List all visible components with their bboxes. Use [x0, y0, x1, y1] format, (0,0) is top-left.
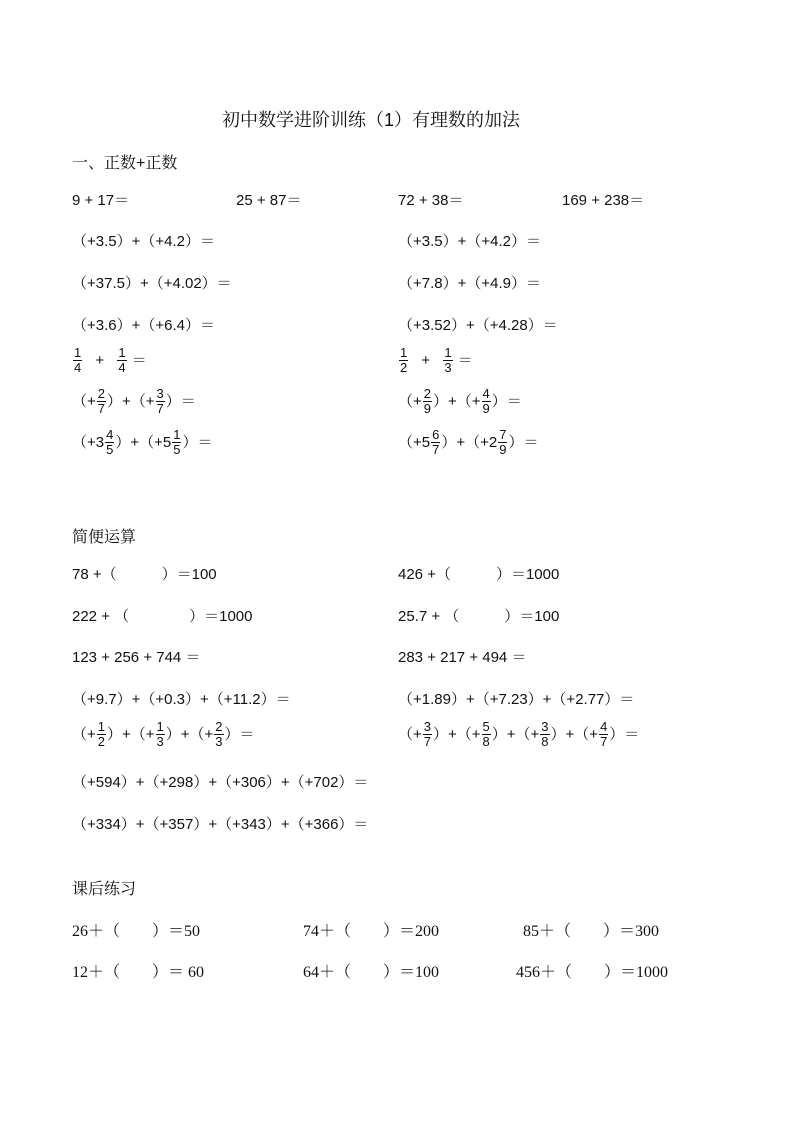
numerator: 1 [74, 345, 82, 360]
problem: 123 + 256 + 744 ＝ [72, 649, 201, 666]
fraction [97, 387, 106, 416]
numerator: 4 [600, 719, 608, 734]
problem: 12＋（ ）＝ 60 [72, 964, 205, 981]
equals-sign: ＝ [131, 351, 147, 369]
text: ）+（+ [165, 725, 214, 743]
problem: （+3.6）+（+6.4）＝ [72, 317, 215, 334]
denominator: 4 [74, 360, 82, 375]
numerator: 4 [106, 427, 114, 442]
text: ）+（+ [433, 392, 481, 410]
problem: （+594）+（+298）+（+306）+（+702）＝ [72, 774, 369, 791]
denominator: 8 [541, 734, 549, 749]
problem: 169 + 238＝ [562, 192, 645, 209]
problem: （+37.5）+（+4.02）＝ [72, 275, 232, 292]
text: ）＝ [508, 433, 539, 451]
text: ）+（+ [491, 725, 540, 743]
fraction [214, 720, 223, 749]
fraction [540, 720, 549, 749]
numerator: 3 [541, 719, 549, 734]
fraction [172, 428, 181, 457]
text: ）+（+ [107, 725, 155, 743]
text: ）＝ [165, 392, 196, 410]
fraction [105, 428, 114, 457]
text: ）＝ [609, 725, 640, 743]
numerator: 1 [444, 345, 452, 360]
denominator: 8 [482, 734, 490, 749]
numerator: 5 [482, 719, 490, 734]
numerator: 1 [400, 345, 408, 360]
problem: （+3.52）+（+4.28）＝ [398, 317, 558, 334]
fraction-problem [398, 346, 473, 375]
denominator: 7 [97, 401, 105, 416]
problem: （+3.5）+（+4.2）＝ [72, 233, 215, 250]
fraction-problem [72, 346, 147, 375]
fraction-problem [72, 387, 196, 416]
fraction-problem [398, 387, 522, 416]
numerator: 4 [482, 386, 490, 401]
problem: 9 + 17＝ [72, 192, 130, 209]
text: ）+（+2 [441, 433, 498, 451]
numerator: 2 [423, 386, 431, 401]
fraction [498, 428, 507, 457]
text: ）+（+5 [115, 433, 172, 451]
plus-sign: + [421, 351, 431, 369]
problem: 78 +（ ）＝100 [72, 566, 217, 583]
problem: 222 + （ ）＝1000 [72, 608, 253, 625]
numerator: 2 [97, 386, 105, 401]
problem: 25.7 + （ ）＝100 [398, 608, 560, 625]
text: （+ [72, 392, 96, 410]
denominator: 2 [400, 360, 408, 375]
problem: （+1.89）+（+7.23）+（+2.77）＝ [398, 691, 635, 708]
fraction-problem [398, 720, 639, 749]
problem: （+3.5）+（+4.2）＝ [398, 233, 541, 250]
problem: （+334）+（+357）+（+343）+（+366）＝ [72, 816, 369, 833]
denominator: 2 [97, 734, 105, 749]
text: （+3 [72, 433, 105, 451]
text: ）+（+ [107, 392, 155, 410]
text: （+ [398, 392, 422, 410]
numerator: 1 [118, 345, 126, 360]
numerator: 6 [432, 427, 440, 442]
problem: 426 +（ ）＝1000 [398, 566, 560, 583]
problem: （+7.8）+（+4.9）＝ [398, 275, 541, 292]
denominator: 9 [482, 401, 490, 416]
denominator: 3 [156, 734, 164, 749]
numerator: 1 [97, 719, 105, 734]
problem: 64＋（ ）＝100 [303, 964, 440, 981]
denominator: 7 [600, 734, 608, 749]
section-heading-positive-numbers: 一、正数+正数 [72, 155, 178, 172]
denominator: 7 [432, 442, 440, 457]
fraction [117, 346, 126, 375]
problem: 72 + 38＝ [398, 192, 464, 209]
text: （+ [398, 725, 422, 743]
fraction [97, 720, 106, 749]
denominator: 9 [499, 442, 507, 457]
fraction [431, 428, 440, 457]
numerator: 3 [156, 386, 164, 401]
fraction [156, 720, 165, 749]
page-title: 初中数学进阶训练（1）有理数的加法 [222, 110, 521, 130]
fraction-problem [72, 428, 212, 457]
denominator: 7 [156, 401, 164, 416]
denominator: 4 [118, 360, 126, 375]
denominator: 7 [423, 734, 431, 749]
problem: 25 + 87＝ [236, 192, 302, 209]
denominator: 9 [423, 401, 431, 416]
fraction [482, 387, 491, 416]
fraction [423, 720, 432, 749]
equals-sign: ＝ [457, 351, 473, 369]
fraction [443, 346, 452, 375]
fraction-problem [398, 428, 538, 457]
fraction-problem [72, 720, 255, 749]
denominator: 3 [215, 734, 223, 749]
problem: 26＋（ ）＝50 [72, 923, 201, 940]
plus-sign: + [95, 351, 105, 369]
problem: 74＋（ ）＝200 [303, 923, 440, 940]
section-heading-homework: 课后练习 [72, 881, 137, 898]
denominator: 3 [444, 360, 452, 375]
text: ）＝ [491, 392, 522, 410]
fraction [423, 387, 432, 416]
text: ）＝ [182, 433, 213, 451]
numerator: 1 [156, 719, 164, 734]
fraction [599, 720, 608, 749]
problem: 283 + 217 + 494 ＝ [398, 649, 527, 666]
problem: 85＋（ ）＝300 [523, 923, 660, 940]
numerator: 3 [423, 719, 431, 734]
fraction [399, 346, 408, 375]
problem: 456＋（ ）＝1000 [516, 964, 669, 981]
text: ）+（+ [433, 725, 481, 743]
fraction [73, 346, 82, 375]
text: ）+（+ [550, 725, 599, 743]
text: ）＝ [224, 725, 255, 743]
fraction [156, 387, 165, 416]
numerator: 1 [173, 427, 181, 442]
problem: （+9.7）+（+0.3）+（+11.2）＝ [72, 691, 291, 708]
numerator: 2 [215, 719, 223, 734]
denominator: 5 [106, 442, 114, 457]
text: （+5 [398, 433, 431, 451]
section-heading-simplified-calculation: 简便运算 [72, 529, 137, 546]
fraction [482, 720, 491, 749]
denominator: 5 [173, 442, 181, 457]
text: （+ [72, 725, 96, 743]
numerator: 7 [499, 427, 507, 442]
